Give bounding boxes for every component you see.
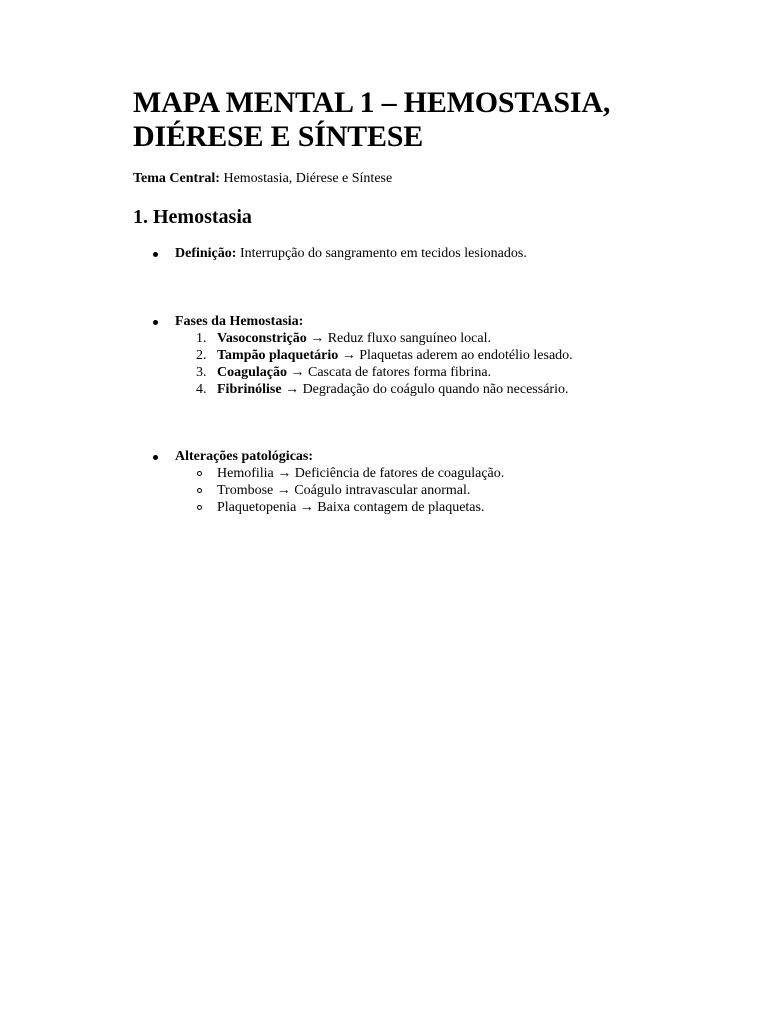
pathology-item-3 xyxy=(150,499,504,516)
document-title-line-2: DIÉRESE E SÍNTESE xyxy=(133,120,424,153)
pathological-changes-label: Alterações patológicas: xyxy=(175,449,314,464)
definition-block xyxy=(150,245,527,262)
phases-item xyxy=(150,313,573,330)
phase-text: → Degradação do coágulo quando não necessário. xyxy=(281,382,569,397)
phase-number: 4. xyxy=(196,382,207,397)
phase-item-3 xyxy=(150,364,573,381)
bullet-icon xyxy=(153,320,158,325)
phase-term: Tampão plaquetário xyxy=(217,348,339,363)
pathology-text: Plaquetopenia → Baixa contagem de plaquetas. xyxy=(217,500,485,515)
section-heading-hemostasia: 1. Hemostasia xyxy=(133,206,252,228)
document-title xyxy=(133,86,653,154)
circle-bullet-icon xyxy=(197,488,202,493)
phase-item-1 xyxy=(150,330,573,347)
pathological-changes-list xyxy=(150,465,504,516)
pathological-changes-item xyxy=(150,448,504,465)
phase-item-2 xyxy=(150,347,573,364)
phase-term: Fibrinólise xyxy=(217,382,282,397)
phase-number: 2. xyxy=(196,348,207,363)
circle-bullet-icon xyxy=(197,505,202,510)
document-title-line-1: MAPA MENTAL 1 – HEMOSTASIA, xyxy=(133,86,611,119)
phase-term: Vasoconstrição xyxy=(217,331,307,346)
phase-text: → Plaquetas aderem ao endotélio lesado. xyxy=(338,348,573,363)
definition-text: Interrupção do sangramento em tecidos lesionados. xyxy=(236,246,527,261)
pathology-item-2 xyxy=(150,482,504,499)
phases-list xyxy=(150,330,573,398)
pathology-item-1 xyxy=(150,465,504,482)
phases-label: Fases da Hemostasia: xyxy=(175,314,304,329)
phase-item-4 xyxy=(150,381,573,398)
pathology-text: Trombose → Coágulo intravascular anormal. xyxy=(217,483,471,498)
definition-item xyxy=(150,245,527,262)
definition-label: Definição: xyxy=(175,246,237,261)
bullet-icon xyxy=(153,455,158,460)
phase-text: → Reduz fluxo sanguíneo local. xyxy=(306,331,491,346)
phase-text: → Cascata de fatores forma fibrina. xyxy=(287,365,492,380)
bullet-icon xyxy=(153,252,158,257)
pathological-changes-block xyxy=(150,448,504,516)
phases-block xyxy=(150,313,573,398)
circle-bullet-icon xyxy=(197,471,202,476)
central-theme-value: Hemostasia, Diérese e Síntese xyxy=(219,171,393,186)
phase-term: Coagulação xyxy=(217,365,287,380)
central-theme xyxy=(133,170,392,188)
pathology-text: Hemofilia → Deficiência de fatores de coagulação. xyxy=(217,466,505,481)
phase-number: 3. xyxy=(196,365,207,380)
central-theme-label: Tema Central: xyxy=(133,171,220,186)
phase-number: 1. xyxy=(196,331,207,346)
